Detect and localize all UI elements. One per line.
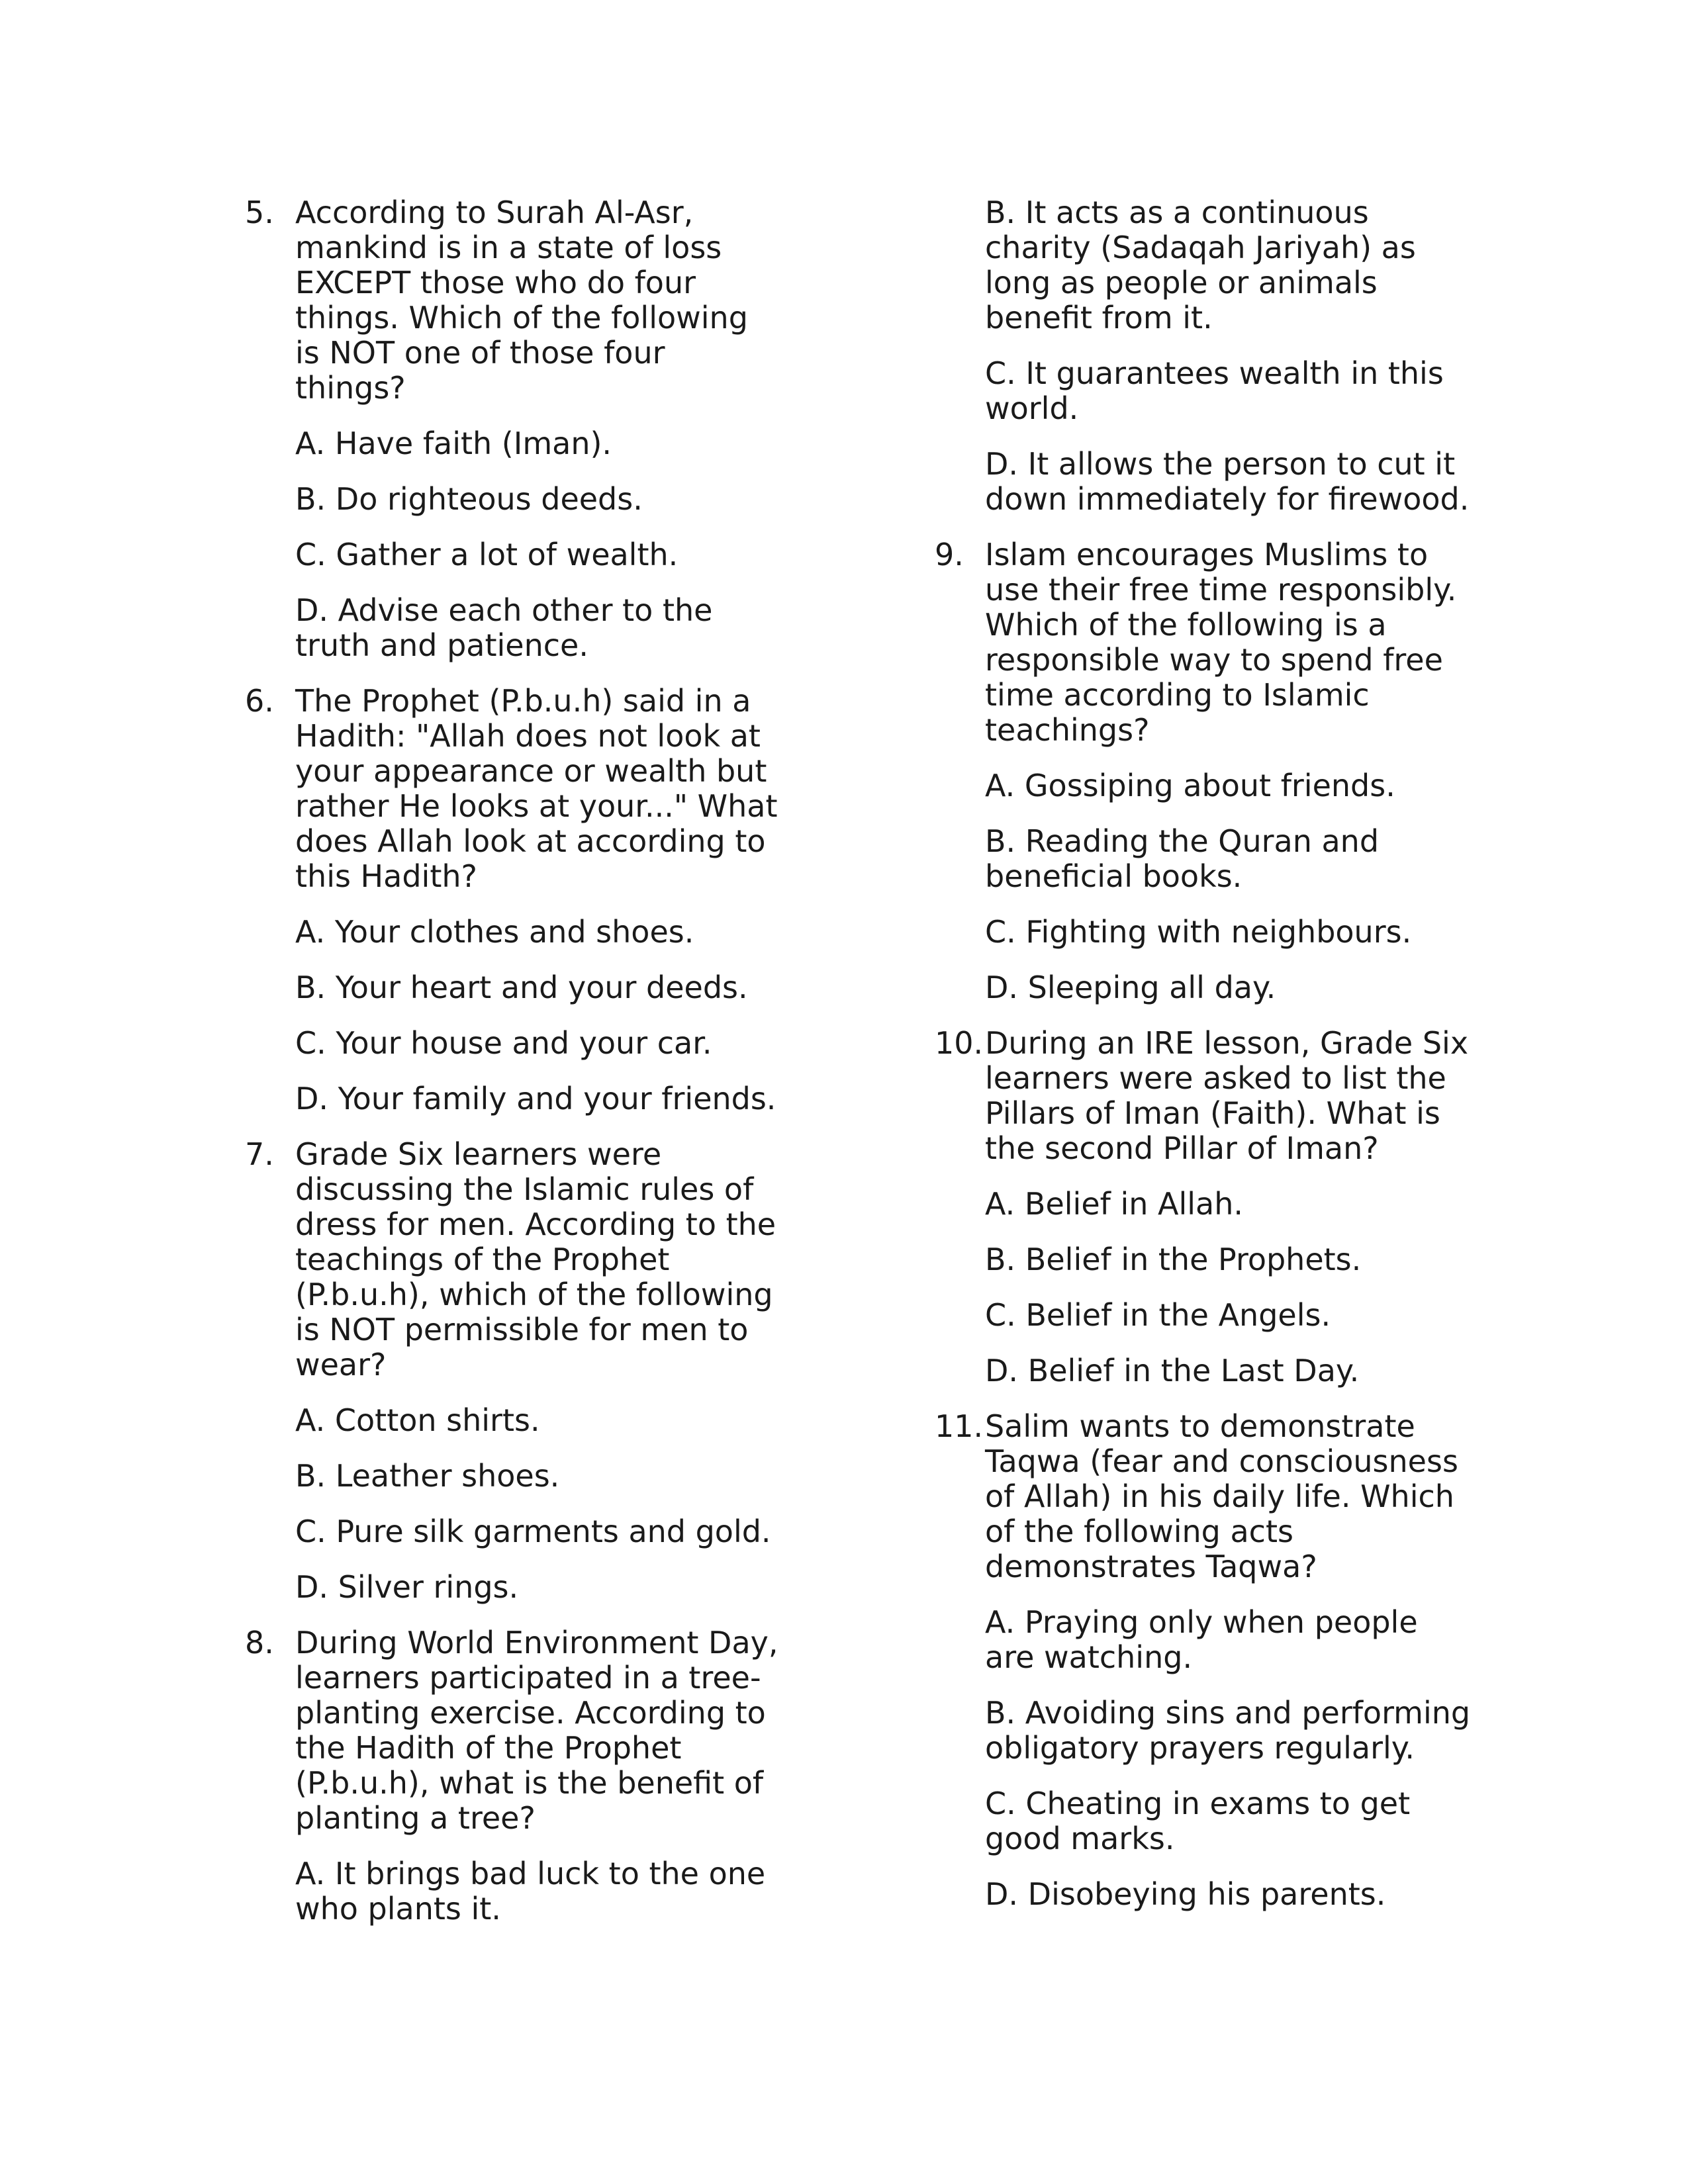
option-b: B. Do righteous deeds. <box>295 481 643 517</box>
option-b: B. Belief in the Prophets. <box>985 1242 1362 1277</box>
option-d: D. Disobeying his parents. <box>985 1876 1386 1912</box>
option-c: C. Cheating in exams to get good marks. <box>985 1786 1411 1856</box>
left-column <box>245 195 781 1947</box>
option-c: C. Gather a lot of wealth. <box>295 537 679 572</box>
option-c: C. Pure silk garments and gold. <box>295 1514 771 1549</box>
question-stem: Salim wants to demonstrate Taqwa (fear and consciousness of Allah) in his daily life. Which of the following acts demonstrates Taqwa? <box>985 1408 1458 1584</box>
option-b: B. Leather shoes. <box>295 1458 560 1494</box>
question-stem: According to Surah Al-Asr, mankind is in a state of loss EXCEPT those who do four things. Which of the following is NOT one of those four things? <box>295 195 748 406</box>
option-a: A. Praying only when people are watching. <box>985 1604 1418 1675</box>
option-d: D. Sleeping all day. <box>985 970 1276 1005</box>
option-a: A. Cotton shirts. <box>295 1402 540 1438</box>
option-a: A. Your clothes and shoes. <box>295 914 694 950</box>
question-number: 6. <box>245 683 274 719</box>
question-stem: Islam encourages Muslims to use their free time responsibly. Which of the following is a responsible way to spend free time according to Islamic teachings? <box>985 537 1457 748</box>
question-stem: The Prophet (P.b.u.h) said in a Hadith: "Allah does not look at your appearance or wealth but rather He looks at your..." What does Allah look at according to this Hadith? <box>295 683 778 894</box>
question-number: 5. <box>245 195 274 230</box>
option-c: C. It guarantees wealth in this world. <box>985 355 1444 426</box>
option-d: D. Your family and your friends. <box>295 1081 776 1116</box>
option-b: B. It acts as a continuous charity (Sadaqah Jariyah) as long as people or animals benefit from it. <box>985 195 1416 336</box>
question-number: 10. <box>935 1025 984 1061</box>
option-a: A. It brings bad luck to the one who plants it. <box>295 1856 766 1927</box>
question-number: 7. <box>245 1136 274 1172</box>
question-number: 8. <box>245 1625 274 1661</box>
question-11 <box>935 1409 1471 1912</box>
option-a: A. Gossiping about friends. <box>985 768 1395 803</box>
question-stem: During World Environment Day, learners participated in a tree-planting exercise. According to the Hadith of the Prophet (P.b.u.h), what is the benefit of planting a tree? <box>295 1625 778 1836</box>
question-7 <box>245 1137 781 1605</box>
question-5 <box>245 195 781 663</box>
option-d: D. Silver rings. <box>295 1569 519 1605</box>
question-stem: Grade Six learners were discussing the Islamic rules of dress for men. According to the teachings of the Prophet (P.b.u.h), which of the following is NOT permissible for men to wear? <box>295 1136 776 1383</box>
question-10 <box>935 1026 1471 1388</box>
question-number: 11. <box>935 1408 984 1444</box>
option-b: B. Reading the Quran and beneficial books. <box>985 823 1380 894</box>
question-number: 9. <box>935 537 964 572</box>
option-b: B. Avoiding sins and performing obligatory prayers regularly. <box>985 1695 1471 1766</box>
right-column <box>935 195 1471 1933</box>
question-8 <box>245 1625 781 1927</box>
question-6 <box>245 684 781 1116</box>
option-d: D. Advise each other to the truth and patience. <box>295 592 713 663</box>
option-a: A. Have faith (Iman). <box>295 426 612 461</box>
option-a: A. Belief in Allah. <box>985 1186 1243 1222</box>
question-9 <box>935 537 1471 1005</box>
option-c: C. Fighting with neighbours. <box>985 914 1412 950</box>
question-stem: During an IRE lesson, Grade Six learners were asked to list the Pillars of Iman (Faith). What is the second Pillar of Iman? <box>985 1025 1469 1166</box>
option-b: B. Your heart and your deeds. <box>295 970 748 1005</box>
question-8-continued-options <box>935 195 1471 517</box>
option-c: C. Your house and your car. <box>295 1025 712 1061</box>
option-d: D. Belief in the Last Day. <box>985 1353 1360 1388</box>
option-d: D. It allows the person to cut it down immediately for firewood. <box>985 446 1470 517</box>
option-c: C. Belief in the Angels. <box>985 1297 1331 1333</box>
